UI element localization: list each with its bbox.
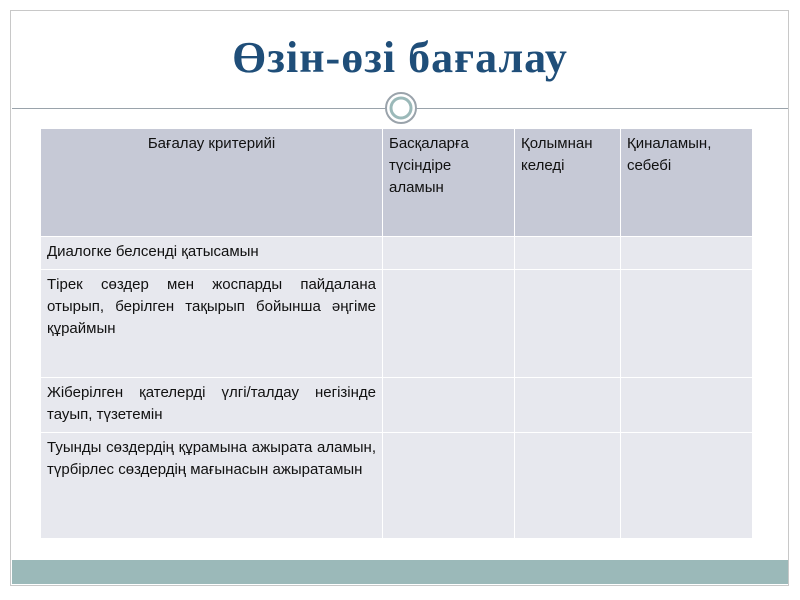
check-cell[interactable]: [621, 433, 753, 539]
circle-ornament-icon: [384, 91, 418, 125]
header-struggle: Қиналамын, себебі: [621, 129, 753, 237]
table-row: [41, 270, 753, 378]
check-cell[interactable]: [515, 237, 621, 270]
check-cell[interactable]: [383, 270, 515, 378]
criterion-cell: Туынды сөздердің құрамына ажырата аламын, түрбірлес сөздердің мағынасын ажыратамын: [41, 433, 383, 539]
check-cell[interactable]: [383, 237, 515, 270]
self-assessment-table: [40, 128, 753, 539]
table-row: [41, 237, 753, 270]
check-cell[interactable]: [515, 378, 621, 433]
header-can-do: Қолымнан келеді: [515, 129, 621, 237]
table-row: [41, 433, 753, 539]
check-cell[interactable]: [383, 378, 515, 433]
header-can-explain: Басқаларға түсіндіре аламын: [383, 129, 515, 237]
check-cell[interactable]: [515, 270, 621, 378]
header-criteria: Бағалау критерийі: [41, 129, 383, 237]
table-row: [41, 378, 753, 433]
footer-bar: [12, 560, 788, 584]
criterion-cell: Тірек сөздер мен жоспарды пайдалана отырып, берілген тақырып бойынша әңгіме құраймын: [41, 270, 383, 378]
check-cell[interactable]: [515, 433, 621, 539]
criterion-cell: Диалогке белсенді қатысамын: [41, 237, 383, 270]
check-cell[interactable]: [621, 270, 753, 378]
header-row: [41, 129, 753, 237]
criterion-cell: Жіберілген қателерді үлгі/талдау негізінде тауып, түзетемін: [41, 378, 383, 433]
check-cell[interactable]: [383, 433, 515, 539]
slide-title: Өзін-өзі бағалау: [232, 33, 568, 82]
check-cell[interactable]: [621, 237, 753, 270]
check-cell[interactable]: [621, 378, 753, 433]
